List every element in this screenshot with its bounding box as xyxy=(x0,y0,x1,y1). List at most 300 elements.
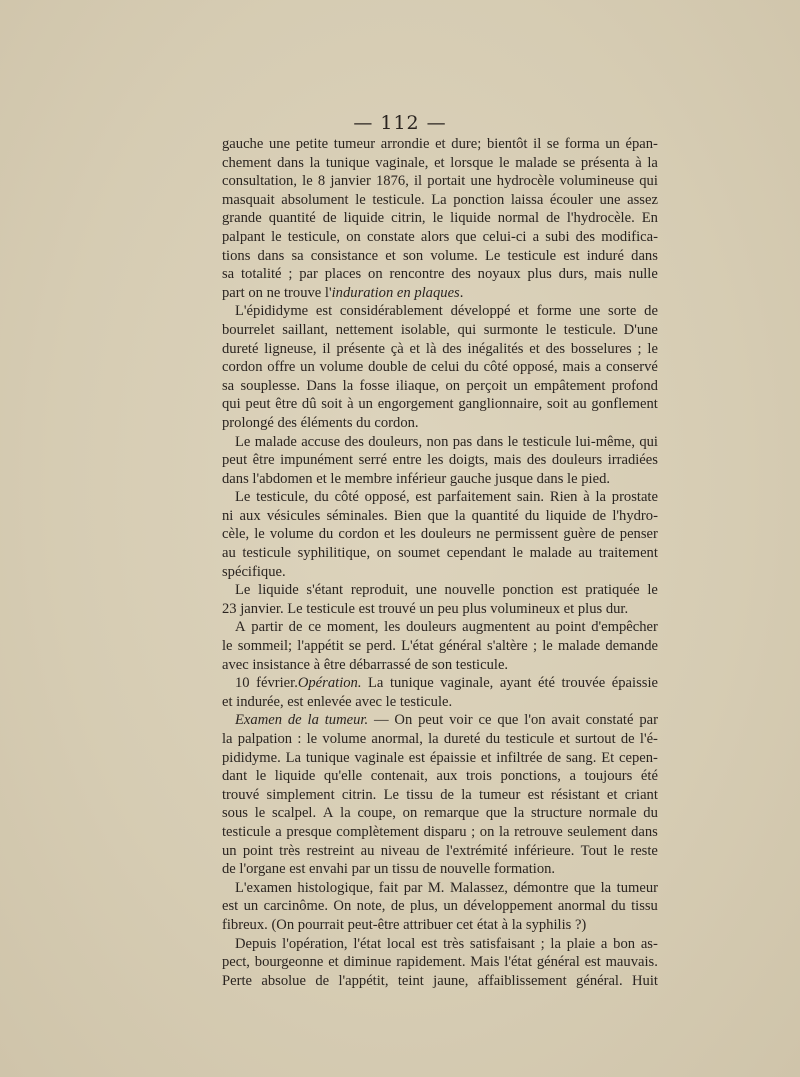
word: note, xyxy=(356,898,386,915)
word: du xyxy=(524,507,540,524)
word: normal xyxy=(497,210,540,227)
word: nulle xyxy=(628,266,658,283)
word: a xyxy=(569,768,576,785)
word: laissa xyxy=(510,191,544,208)
word: les xyxy=(399,526,416,543)
word: est xyxy=(408,749,425,766)
text-segment: induration en plaques xyxy=(331,284,460,301)
word: L'état xyxy=(401,638,434,655)
word: toujours xyxy=(584,768,633,785)
word: irradiées xyxy=(607,452,658,469)
word: pas xyxy=(452,433,473,450)
word: celui-ci xyxy=(482,228,527,245)
word: du xyxy=(611,898,626,915)
word: qui xyxy=(639,173,658,190)
word: constate xyxy=(366,228,415,245)
word: entre xyxy=(392,452,422,469)
word: et xyxy=(559,731,570,747)
word: çà xyxy=(390,340,404,357)
word: Le xyxy=(484,247,501,264)
word: l'appétit, xyxy=(338,972,389,989)
text-line xyxy=(222,860,658,879)
word: testicule xyxy=(505,731,555,747)
word: le xyxy=(302,173,313,190)
word: moment, xyxy=(326,619,379,636)
word: côté xyxy=(334,489,359,506)
word: tumeur xyxy=(616,879,658,896)
word: des xyxy=(545,340,566,357)
word: masquait xyxy=(222,191,275,208)
word: s'altère xyxy=(487,638,528,655)
word: est xyxy=(421,935,438,952)
word: se xyxy=(348,638,362,655)
word: un xyxy=(605,136,620,152)
text-line xyxy=(222,711,658,730)
word: carcinôme. xyxy=(263,898,329,915)
text-line xyxy=(222,972,658,991)
word: la xyxy=(647,154,658,171)
word: se xyxy=(546,136,560,152)
word: En xyxy=(641,210,658,227)
word: volumineuse xyxy=(559,173,635,190)
word: Dans xyxy=(306,377,337,394)
word: on xyxy=(346,228,361,245)
word: être xyxy=(275,396,298,413)
word: absolument xyxy=(281,191,349,208)
word: des xyxy=(526,452,547,469)
word: local xyxy=(386,935,416,952)
word: le xyxy=(647,340,658,357)
word: sang. xyxy=(565,749,597,766)
page-number: — 112 — xyxy=(353,112,447,134)
text-line xyxy=(222,563,658,582)
word: On xyxy=(333,898,352,915)
word: aux xyxy=(239,507,261,524)
word: sorte xyxy=(608,303,637,320)
word: lui-même, xyxy=(575,433,635,450)
text-line xyxy=(222,637,658,656)
word: tunique xyxy=(325,154,370,171)
word: Malassez, xyxy=(449,879,508,896)
word: volume xyxy=(322,731,367,747)
word: et xyxy=(435,136,446,152)
word: lorsque xyxy=(450,154,494,171)
word: fosse xyxy=(359,377,390,394)
word: malade xyxy=(254,433,297,450)
word: au xyxy=(535,619,550,636)
word: ligneuse, xyxy=(264,340,317,357)
word: aux xyxy=(436,768,458,785)
word: les xyxy=(427,452,444,469)
word: un xyxy=(513,377,528,394)
word: il xyxy=(322,340,331,357)
word: le xyxy=(613,842,625,859)
word: ; xyxy=(532,638,538,655)
word: et xyxy=(409,340,421,357)
word: testicule, xyxy=(256,489,309,506)
word: des xyxy=(442,340,462,357)
word: l'hydrocèle. xyxy=(566,210,635,227)
word: liquide xyxy=(343,210,385,227)
word: satisfaisant xyxy=(469,935,535,952)
text-line xyxy=(222,916,658,935)
word: liquide xyxy=(274,768,316,785)
word: iliaque, xyxy=(395,377,440,394)
word: consultation, xyxy=(222,173,297,190)
word: de xyxy=(547,749,562,766)
word: bon xyxy=(613,935,636,952)
word: portait xyxy=(427,173,466,190)
word: testicule, xyxy=(287,228,341,245)
word: a xyxy=(600,935,608,952)
word: cependant xyxy=(446,545,506,562)
word: diminue xyxy=(343,954,392,971)
word: est xyxy=(222,898,239,915)
word: testicule xyxy=(242,545,292,562)
word: vaginale, xyxy=(440,675,494,692)
word: scalpel. xyxy=(271,805,317,822)
word: l'on xyxy=(524,712,546,729)
text-segment: avec insistance à être débarrassé de son testicule. xyxy=(222,656,509,673)
word: plus, xyxy=(409,898,438,915)
text-line xyxy=(222,507,658,526)
word: de xyxy=(425,842,440,859)
word: une xyxy=(415,582,437,599)
word: fait xyxy=(378,879,399,896)
word: guère xyxy=(563,526,596,543)
word: côté xyxy=(483,359,508,376)
word: alors xyxy=(420,228,450,245)
word: M. xyxy=(427,879,445,896)
word: du xyxy=(314,489,329,506)
word: A xyxy=(235,619,246,636)
word: citrin. xyxy=(341,786,377,803)
word: penser xyxy=(619,526,658,543)
word: normale xyxy=(588,805,637,822)
text-line xyxy=(222,135,658,154)
word: histologique, xyxy=(297,879,374,896)
word: bourrelet xyxy=(222,321,275,338)
word: l'état xyxy=(353,935,382,952)
word: surtout xyxy=(575,731,616,747)
word: est xyxy=(415,489,432,506)
word: une xyxy=(470,173,492,190)
word: A xyxy=(322,805,334,822)
word: Depuis xyxy=(235,935,277,952)
text-segment: prolongé des éléments du cordon. xyxy=(222,414,419,431)
word: la xyxy=(513,805,525,822)
word: la xyxy=(309,154,321,171)
word: résistant xyxy=(551,786,600,803)
word: le xyxy=(647,582,658,599)
word: offre xyxy=(267,359,296,376)
text-line xyxy=(222,414,658,433)
word: à xyxy=(635,154,642,171)
word: anormal xyxy=(557,898,606,915)
word: et xyxy=(606,786,618,803)
word: reproduit, xyxy=(350,582,408,599)
word: assez xyxy=(627,191,658,208)
word: l'hydro- xyxy=(612,507,658,524)
word: prostate xyxy=(611,489,658,506)
word: anormal, xyxy=(371,731,423,747)
word: quantité xyxy=(471,507,519,524)
word: ni xyxy=(222,507,234,524)
word: profond xyxy=(611,377,658,394)
word: la xyxy=(595,489,606,506)
word: 1876, xyxy=(376,173,409,190)
word: tissu xyxy=(406,786,433,803)
word: peut xyxy=(222,452,248,469)
text-line xyxy=(222,340,658,359)
word: Perte xyxy=(222,972,252,989)
word: trois xyxy=(466,768,492,785)
word: ; xyxy=(471,823,476,840)
word: nouvelle xyxy=(444,582,495,599)
word: empâtement xyxy=(534,377,606,394)
word: par xyxy=(299,266,318,283)
word: sommeil; xyxy=(237,638,293,655)
word: la xyxy=(307,712,319,729)
text-line xyxy=(222,172,658,191)
word: non xyxy=(426,433,449,450)
word: La xyxy=(285,749,302,766)
word: soumet xyxy=(397,545,441,562)
word: par xyxy=(403,879,423,896)
word: qui xyxy=(639,433,658,450)
word: se xyxy=(563,154,576,171)
word: ponction xyxy=(453,191,505,208)
word: la xyxy=(340,805,351,822)
word: On xyxy=(394,712,413,729)
word: malade xyxy=(529,545,572,562)
word: au xyxy=(360,842,375,859)
word: cordon xyxy=(222,359,263,376)
word: L'épididyme xyxy=(235,303,309,320)
word: épaissie xyxy=(611,675,658,692)
word: simplement xyxy=(266,786,335,803)
word: volume. xyxy=(430,247,478,264)
word: constaté xyxy=(585,712,634,729)
word: soit xyxy=(321,396,343,413)
word: serré xyxy=(358,452,387,469)
word: de xyxy=(288,619,303,636)
word: nettement xyxy=(335,321,394,338)
text-line xyxy=(222,154,658,173)
word: Le xyxy=(235,582,251,599)
word: douleurs xyxy=(551,452,603,469)
word: souplesse. xyxy=(240,377,301,394)
word: cordon xyxy=(338,526,379,543)
word: on xyxy=(479,823,495,840)
word: des xyxy=(575,228,596,245)
word: on xyxy=(368,266,383,283)
word: de xyxy=(644,303,658,320)
word: saillant, xyxy=(282,321,329,338)
word: démontre xyxy=(513,879,569,896)
word: partir xyxy=(251,619,283,636)
word: général xyxy=(536,954,580,971)
word: grande xyxy=(222,210,262,227)
word: absolue xyxy=(261,972,306,989)
word: dans xyxy=(631,247,658,264)
word: février.Opération. xyxy=(256,675,362,692)
word: ce xyxy=(308,619,322,636)
word: modifica- xyxy=(601,228,658,245)
word: sa xyxy=(222,266,235,283)
word: de xyxy=(600,526,615,543)
word: développement xyxy=(463,898,553,915)
word: le xyxy=(498,154,510,171)
word: dans xyxy=(277,154,304,171)
word: ponctions, xyxy=(500,768,561,785)
word: dureté xyxy=(443,731,481,747)
word: mais xyxy=(594,266,622,283)
text-line xyxy=(222,488,658,507)
text-line xyxy=(222,321,658,340)
word: dure; xyxy=(451,136,482,152)
word: pratiquée xyxy=(585,582,640,599)
word: un xyxy=(243,898,259,915)
text-segment: de l'organe est envahi par un tissu de nouvelle formation. xyxy=(222,861,556,878)
text-line xyxy=(222,656,658,675)
word: pect, xyxy=(222,954,250,971)
word: liquide xyxy=(258,582,299,599)
word: disparu xyxy=(423,823,467,840)
text-line xyxy=(222,786,658,805)
word: 10 xyxy=(235,675,250,692)
word: point xyxy=(555,619,586,636)
word: sa xyxy=(291,247,304,264)
word: l'appétit xyxy=(297,638,344,655)
word: testicule. xyxy=(563,321,617,338)
word: la xyxy=(498,823,510,840)
word: reste xyxy=(630,842,658,859)
word: Rien xyxy=(549,489,578,506)
word: jaune, xyxy=(433,972,469,989)
word: le xyxy=(271,228,282,245)
word: très xyxy=(443,935,465,952)
word: qui xyxy=(457,321,477,338)
body-text xyxy=(222,135,658,990)
word: forme xyxy=(536,303,572,320)
word: presque xyxy=(286,823,332,840)
word: le xyxy=(355,191,366,208)
word: sain. xyxy=(516,489,545,506)
text-line xyxy=(222,749,658,768)
text-line xyxy=(222,618,658,637)
word: on xyxy=(445,377,461,394)
word: Le xyxy=(235,489,251,506)
word: un xyxy=(358,396,373,413)
word: son xyxy=(402,247,424,264)
word: est xyxy=(315,303,333,320)
word: permissent xyxy=(495,526,559,543)
word: Mais xyxy=(470,954,500,971)
word: rencontre xyxy=(389,266,445,283)
word: a xyxy=(275,823,282,840)
word: contenait, xyxy=(370,768,428,785)
word: bourgeonne xyxy=(254,954,324,971)
word: dans xyxy=(257,247,285,264)
word: au xyxy=(222,545,236,562)
word: que xyxy=(455,228,477,245)
text-line xyxy=(222,730,658,749)
word: accuse xyxy=(301,433,341,450)
word: remarque xyxy=(424,805,480,822)
text-segment: dans l'abdomen et le membre inférieur gauche jusque dans le pied. xyxy=(222,470,611,487)
word: structure xyxy=(530,805,582,822)
text-line xyxy=(222,302,658,321)
word: Examen xyxy=(235,712,283,729)
text-line xyxy=(222,228,658,247)
word: et xyxy=(529,340,540,357)
word: avait xyxy=(551,712,580,729)
word: d'empêcher xyxy=(591,619,658,636)
word: général xyxy=(438,638,482,655)
word: développé xyxy=(450,303,511,320)
word: dant xyxy=(222,768,248,785)
word: voir xyxy=(449,712,473,729)
word: traitement xyxy=(598,545,658,562)
word: parfaitement xyxy=(437,489,512,506)
word: une xyxy=(268,136,291,152)
word: tunique xyxy=(305,749,350,766)
word: dans xyxy=(631,823,658,840)
word: pididyme. xyxy=(222,749,281,766)
text-line xyxy=(222,451,658,470)
word: doigts, xyxy=(448,452,489,469)
word: vaginale xyxy=(354,749,404,766)
word: Bien xyxy=(393,507,422,524)
word: consistance xyxy=(310,247,379,264)
word: augmentent xyxy=(462,619,531,636)
word: double xyxy=(368,359,408,376)
word: dureté xyxy=(222,340,259,357)
text-line xyxy=(222,377,658,396)
word: trouvé xyxy=(222,786,260,803)
word: tunique xyxy=(389,675,434,692)
text-line xyxy=(222,767,658,786)
word: mais xyxy=(562,359,591,376)
text-line xyxy=(222,544,658,563)
word: La xyxy=(431,191,447,208)
word: induré xyxy=(586,247,624,264)
word: conservé xyxy=(606,359,658,376)
word: 8 xyxy=(317,173,326,190)
word: épan- xyxy=(625,136,658,152)
word: celui xyxy=(431,359,460,376)
word: point xyxy=(242,842,273,859)
word: ; xyxy=(637,340,642,357)
word: l'extrémité xyxy=(445,842,508,859)
word: qui xyxy=(222,396,241,413)
word: liquide xyxy=(450,210,491,227)
word: trouvée xyxy=(561,675,606,692)
word: volume xyxy=(319,359,364,376)
word: on xyxy=(402,805,418,822)
word: de xyxy=(620,731,635,747)
word: considérablement xyxy=(339,303,443,320)
word: liquide xyxy=(545,507,587,524)
text-line xyxy=(222,879,658,898)
word: plaie xyxy=(566,935,596,952)
word: impunément xyxy=(280,452,354,469)
word: les xyxy=(384,619,401,636)
word: la xyxy=(342,377,354,394)
word: gauche xyxy=(222,136,264,152)
word: durs, xyxy=(558,266,588,283)
